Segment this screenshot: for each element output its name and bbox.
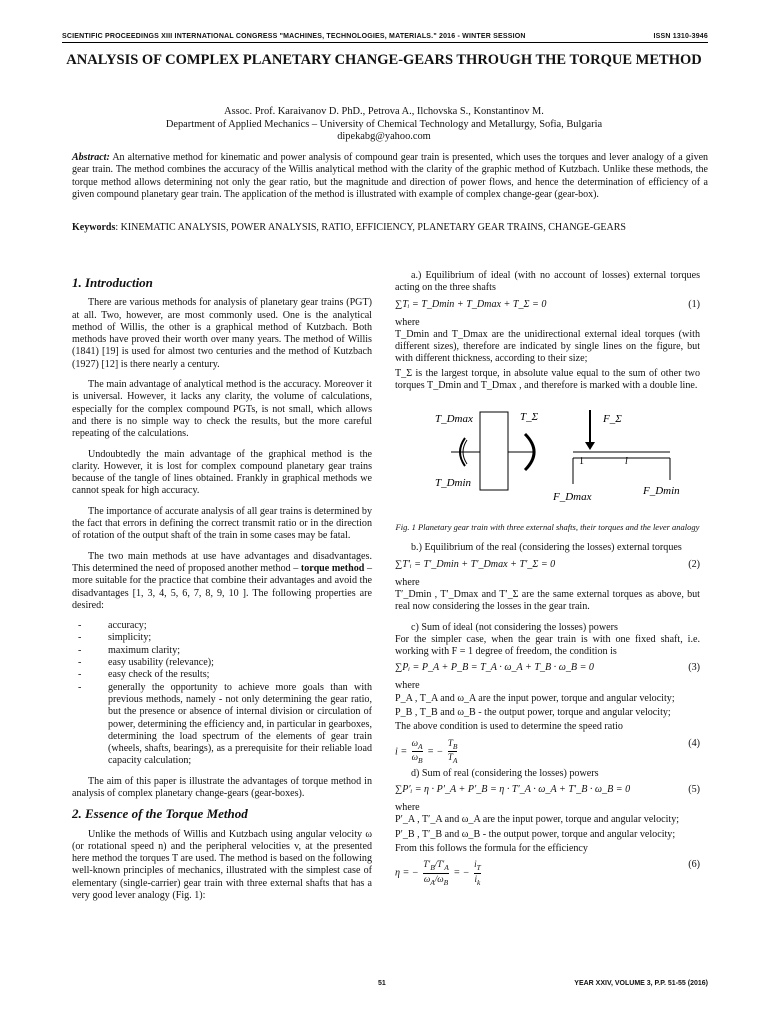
where-label: where <box>395 801 420 813</box>
paragraph: T′_Dmin , T′_Dmax and T′_Σ are the same external torques as above, but real now considering the losses in the gear train. <box>395 588 700 613</box>
equation-number: (5) <box>688 783 700 795</box>
left-column <box>72 275 372 910</box>
header-left: SCIENTIFIC PROCEEDINGS XIII INTERNATIONAL CONGRESS "MACHINES, TECHNOLOGIES, MATERIALS." 2016 - WINTER SESSION <box>62 33 526 40</box>
equation-4 <box>395 736 700 766</box>
paragraph: Undoubtedly the main advantage of the graphical method is the clarity. However, it is lost for complex compound planetary gear trains because of the tangle of lines obtained. Frankly in graphical methods we cannot speak for high accuracy. <box>72 448 372 497</box>
label-one: 1 <box>579 456 584 468</box>
equation: η = − $\frac{T'_B/T'_A}{\omega_A/\omega_B}$ = − $\frac{i_T}{i_k}$ <box>395 859 481 887</box>
equation: ∑P′ᵢ = η · P′_A + P′_B = η · T′_A · ω_A + T′_B · ω_B = 0 <box>395 783 631 795</box>
paragraph: P_B , T_B and ω_B - the output power, torque and angular velocity; <box>395 707 671 719</box>
section-heading-introduction: 1. Introduction <box>72 275 153 290</box>
equation: i = $\frac{\omega_A}{\omega_B}$ = − $\frac{T_B}{T_A}$ <box>395 737 458 766</box>
text-run: – more suitable for the practice that combine their advantages and avoid the disadvantages [1, 3, 4, 5, 6, 7, 8, 9, 10 ]. The following properties are desired: <box>72 562 372 611</box>
paragraph: The above condition is used to determine the speed ratio <box>395 721 623 733</box>
footer-volume: YEAR XXIV, VOLUME 3, P.P. 51-55 (2016) <box>574 980 708 987</box>
paragraph: a.) Equilibrium of ideal (with no account of losses) external torques acting on the three shafts <box>395 270 700 294</box>
equation-number: (3) <box>688 662 700 674</box>
running-header <box>62 33 708 43</box>
paragraph: P′_A , T′_A and ω_A are the input power, torque and angular velocity; <box>395 814 680 826</box>
arrowhead <box>585 442 595 450</box>
page-number: 51 <box>378 980 386 987</box>
author-block <box>60 106 708 144</box>
abstract-text: An alternative method for kinematic and power analysis of compound gear train is presented, which uses the torques and lever analogy of a given gear train. The method combines the accuracy of the Willis analytical method with the clarity of the graphic method of Kutzbach. Unlike these methods, the torque method allows determining not only the gear ratio, but the magnitude and direction of power flows, and hence the determination of efficiency of a given compound planetary gear train. The application of the method is illustrated with example of complex change-gear (gear-box). <box>72 152 709 201</box>
equation: ∑Tᵢ = T_Dmin + T_Dmax + T_Σ = 0 <box>395 298 547 310</box>
list-item: - easy usability (relevance); <box>72 657 372 669</box>
equation-number: (6) <box>688 859 700 871</box>
email: dipekabg@yahoo.com <box>337 131 431 142</box>
label-l: l <box>625 456 628 468</box>
list-item: - maximum clarity; <box>72 645 372 657</box>
label-fdmin: F_Dmin <box>643 485 680 498</box>
where-label: where <box>395 576 420 588</box>
equation-3 <box>395 660 700 678</box>
label-tdmax: T_Dmax <box>435 413 473 426</box>
right-column <box>395 270 700 889</box>
equation-1 <box>395 297 700 315</box>
properties-list <box>72 620 372 768</box>
equation: ∑Pᵢ = P_A + P_B = T_A · ω_A + T_B · ω_B = 0 <box>395 662 594 674</box>
paragraph: The main advantage of analytical method is the accuracy. Moreover it is universal. However, it lacks any clarity, the volume of calculations, especially for the complex compound PGTs, is not small, which allows and there is no simple way to check the results, but the more careful repeating of the calculations. <box>72 379 372 440</box>
paper-title: ANALYSIS OF COMPLEX PLANETARY CHANGE-GEARS THROUGH THE TORQUE METHOD <box>66 52 702 68</box>
paragraph: P_A , T_A and ω_A are the input power, torque and angular velocity; <box>395 692 675 704</box>
keywords <box>72 222 708 234</box>
paragraph <box>72 551 372 612</box>
equation-6 <box>395 857 700 887</box>
equation-number: (2) <box>688 558 700 570</box>
where-label: where <box>395 316 420 328</box>
equation: ∑T′ᵢ = T′_Dmin + T′_Dmax + T′_Σ = 0 <box>395 558 556 570</box>
keywords-text: : KINEMATIC ANALYSIS, POWER ANALYSIS, RATIO, EFFICIENCY, PLANETARY GEAR TRAINS, CHANGE-GEARS <box>115 222 626 233</box>
list-item: - accuracy; <box>72 620 372 632</box>
equation-number: (4) <box>688 737 700 749</box>
label-fdmax: F_Dmax <box>553 491 592 504</box>
abstract <box>72 152 708 202</box>
term-torque-method: torque method <box>300 562 365 574</box>
paragraph: The aim of this paper is illustrate the advantages of torque method in analysis of complex planetary change-gears (gear-boxes). <box>72 775 372 799</box>
list-item: - generally the opportunity to achieve more goals than with previous methods, namely - not only determining the gear ratio, but the presence or absence of internal division or circulation of power, determining the efficiency and, in particular in gearboxes, determining the load spectrum of the elements of gear train (wheels, shafts, bearings), as a prerequisite for their reliable load capacity calculation; <box>72 682 372 768</box>
figure-caption: Fig. 1 Planetary gear train with three external shafts, their torques and the lever analogy <box>395 522 700 533</box>
gear-lever-diagram <box>395 400 700 518</box>
abstract-label: Abstract: <box>72 152 110 163</box>
paragraph: Unlike the methods of Willis and Kutzbach using angular velocity ω (or rotational speed n) and the peripheral velocities v, at the presented here method the torques T are used. The method is based on the following well-known principles of mechanics, illustrated with the simplest case of elementary (single-carrier) gear train with three external shafts that has a very good lever analogy (Fig. 1): <box>72 828 372 902</box>
paragraph: There are various methods for analysis of planetary gear trains (PGT) at all. Two, however, are most commonly used. One is the analytical method of Willis, the other is a graphical method of Kutzbach. Both methods have proved their worth over many years. The method of Willis (1841) [19] is used for almost two centuries and the method of Kutzbach (1927) [12] is there nearly a century. <box>72 297 372 370</box>
equation-number: (1) <box>688 298 700 310</box>
paragraph: For the simpler case, when the gear train is with one fixed shaft, i.e. working with F = 1 degree of freedom, the condition is <box>395 633 700 658</box>
equation-2 <box>395 557 700 575</box>
paragraph: b.) Equilibrium of the real (considering the losses) external torques <box>411 542 682 554</box>
authors: Assoc. Prof. Karaivanov D. PhD., Petrova A., Ilchovska S., Konstantinov M. <box>224 106 544 117</box>
paragraph: T_Dmin and T_Dmax are the unidirectional external ideal torques (with different sizes), therefore are indicated by single lines on the figure, but with different thickness, according to their size; <box>395 328 700 365</box>
header-issn: ISSN 1310-3946 <box>653 33 708 40</box>
label-tsigma: T_Σ <box>520 411 539 424</box>
equation-5 <box>395 782 700 800</box>
list-item: - easy check of the results; <box>72 669 372 681</box>
paragraph: d) Sum of real (considering the losses) powers <box>411 767 599 779</box>
paragraph: The importance of accurate analysis of all gear trains is determined by the fact that errors in defining the correct transmit ratio or in the direction of rotation of the output shaft of the train in some cases may be fatal. <box>72 505 372 542</box>
paragraph: From this follows the formula for the efficiency <box>395 842 588 854</box>
label-fsigma: F_Σ <box>603 413 622 426</box>
figure-1 <box>395 400 700 518</box>
label-tdmin: T_Dmin <box>435 477 472 490</box>
paragraph: T_Σ is the largest torque, in absolute value equal to the sum of other two torques T_Dmin and T_Dmax , and therefore is marked with a double line. <box>395 367 700 392</box>
affiliation: Department of Applied Mechanics – University of Chemical Technology and Metallurgy, Sofia, Bulgaria <box>165 118 603 130</box>
gear-body <box>480 412 508 490</box>
section-heading-essence: 2. Essence of the Torque Method <box>72 806 248 822</box>
keywords-label: Keywords <box>72 222 116 233</box>
paragraph: c) Sum of ideal (not considering the losses) powers <box>411 621 618 633</box>
list-item: - simplicity; <box>72 632 372 644</box>
where-label: where <box>395 680 420 692</box>
paragraph: P′_B , T′_B and ω_B - the output power, torque and angular velocity; <box>395 828 676 840</box>
text-run: The two main methods at use have advantages and disadvantages. This determined the need of proposed another method – <box>72 550 372 574</box>
